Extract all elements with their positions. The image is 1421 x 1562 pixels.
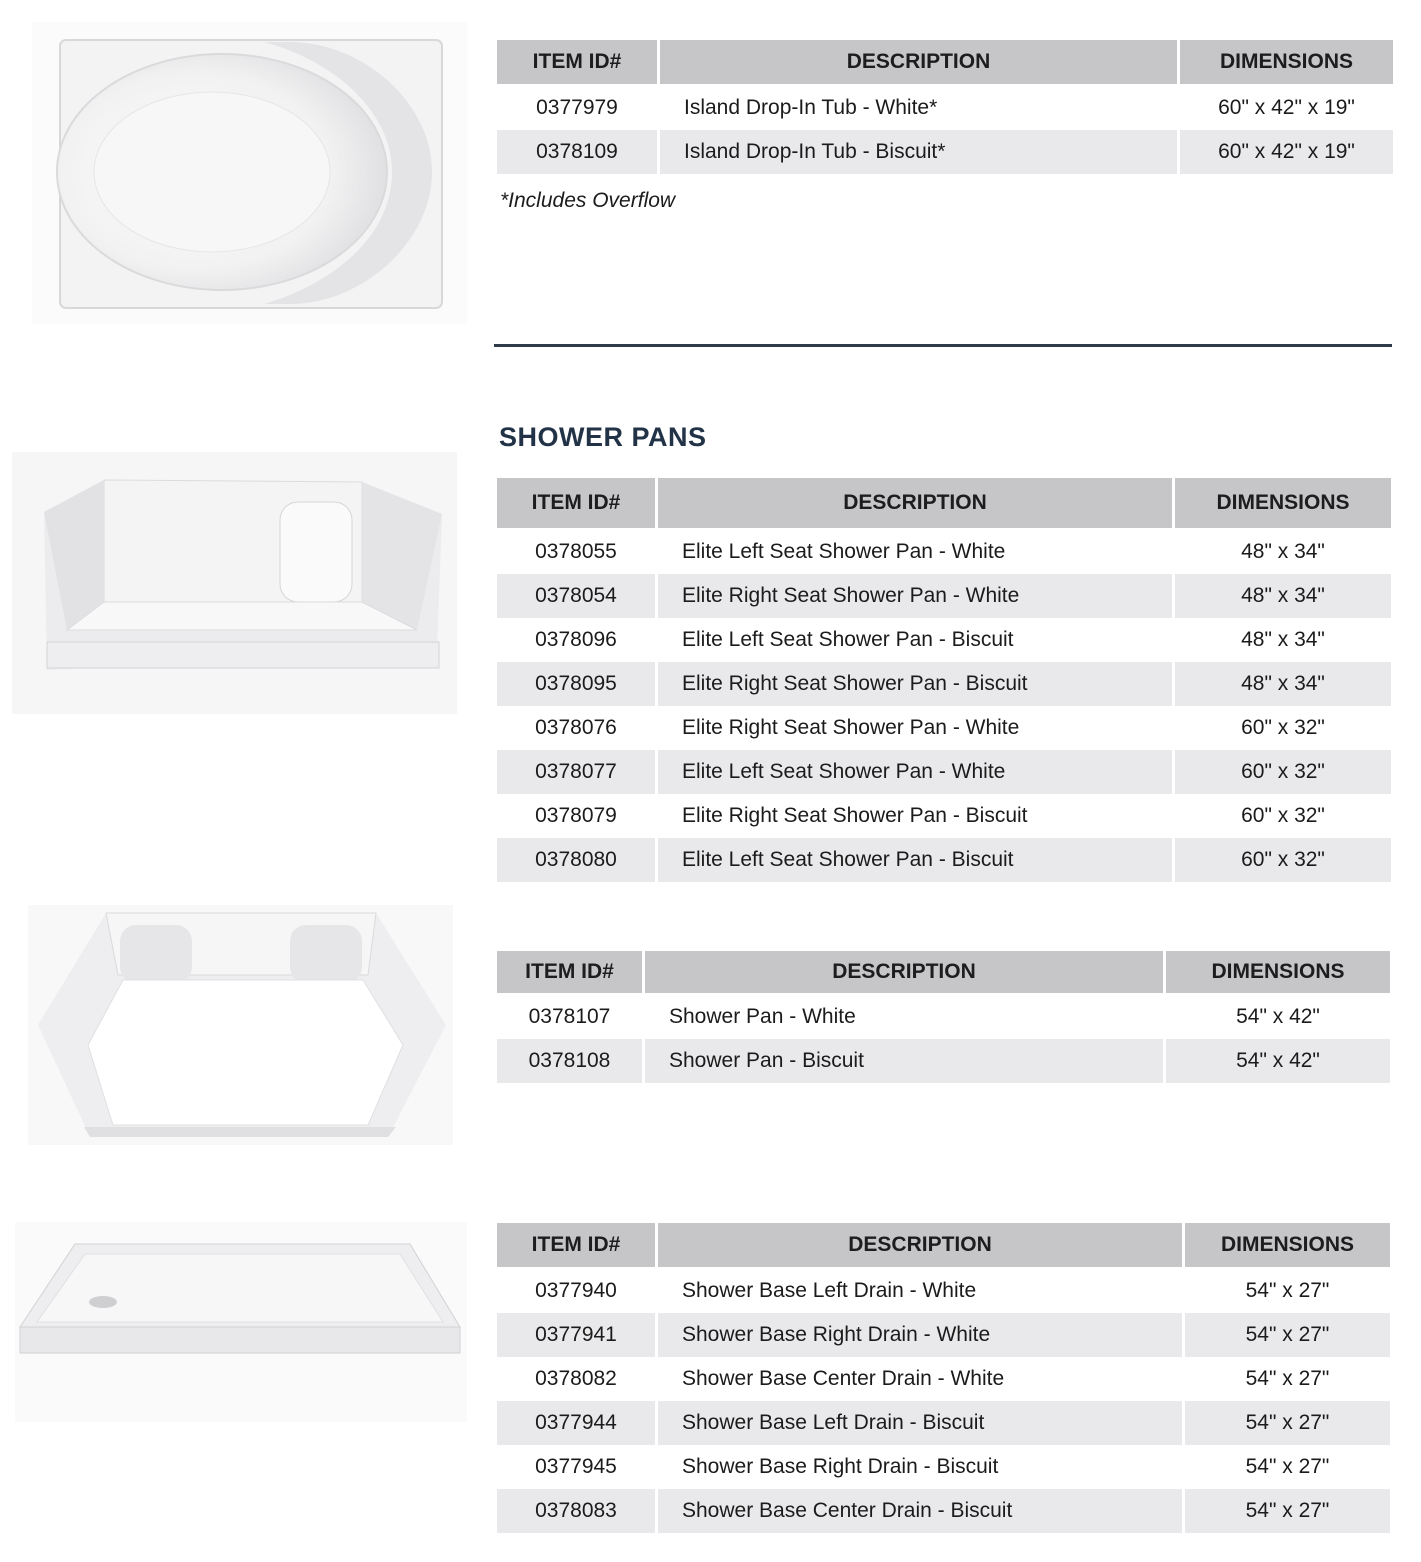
- table-row: [497, 1313, 1390, 1357]
- item-description: Elite Left Seat Shower Pan - Biscuit: [682, 628, 1014, 651]
- table-row: [497, 1269, 1390, 1313]
- item-description: Shower Base Center Drain - White: [682, 1367, 1005, 1390]
- table-row: [497, 750, 1391, 794]
- item-dimensions: 48" x 34": [1175, 662, 1391, 706]
- item-dimensions: 54" x 27": [1185, 1489, 1390, 1533]
- item-description: Elite Left Seat Shower Pan - White: [658, 750, 1172, 794]
- item-dimensions: 54" x 27": [1185, 1401, 1390, 1445]
- item-id: 0378083: [497, 1489, 655, 1533]
- col-header-description: DESCRIPTION: [658, 1223, 1182, 1269]
- seat-shower-pan-table: [494, 478, 1394, 882]
- table-row: [497, 1445, 1390, 1489]
- col-header-dimensions: DIMENSIONS: [1166, 951, 1390, 995]
- table-row: [497, 86, 1393, 130]
- item-id: 0378080: [497, 838, 655, 882]
- item-id: 0378054: [497, 574, 655, 618]
- table-row: [497, 1039, 1390, 1083]
- col-header-dimensions: DIMENSIONS: [1180, 40, 1393, 86]
- item-id: 0378109: [497, 130, 657, 174]
- item-dimensions: 60" x 32": [1241, 804, 1325, 827]
- table-row: [497, 1357, 1390, 1401]
- item-id: 0378076: [535, 716, 617, 739]
- shower-base-image: [15, 1222, 467, 1422]
- item-id: 0378107: [528, 1005, 611, 1028]
- item-dimensions: 48" x 34": [1241, 540, 1325, 563]
- col-header-description: DESCRIPTION: [660, 40, 1177, 86]
- section-divider: [494, 344, 1392, 347]
- col-header-dimensions: DIMENSIONS: [1185, 1223, 1390, 1269]
- item-description: Shower Pan - White: [669, 1005, 856, 1028]
- item-dimensions: 60" x 32": [1175, 838, 1391, 882]
- drop-in-tub-image: [32, 22, 467, 324]
- col-header-item-id: ITEM ID#: [497, 40, 657, 86]
- col-header-description: DESCRIPTION: [658, 478, 1172, 530]
- table-row: [497, 530, 1391, 574]
- item-dimensions: 54" x 27": [1245, 1455, 1330, 1478]
- item-id: 0377945: [535, 1455, 617, 1478]
- item-description: Shower Base Right Drain - White: [658, 1313, 1182, 1357]
- item-description: Shower Base Left Drain - White: [682, 1279, 977, 1302]
- overflow-note: *Includes Overflow: [500, 189, 676, 212]
- item-description: Shower Base Center Drain - Biscuit: [658, 1489, 1182, 1533]
- item-dimensions: 48" x 34": [1241, 628, 1325, 651]
- item-description: Elite Right Seat Shower Pan - Biscuit: [658, 662, 1172, 706]
- table-row: [497, 662, 1391, 706]
- table-row: [497, 838, 1391, 882]
- item-id: 0378082: [535, 1367, 617, 1390]
- item-dimensions: 54" x 42": [1166, 1039, 1390, 1083]
- seat-shower-pan-image: [12, 452, 457, 714]
- item-id: 0377940: [535, 1279, 617, 1302]
- item-id: 0377979: [536, 96, 618, 119]
- table-row: [497, 706, 1391, 750]
- item-description: Elite Right Seat Shower Pan - Biscuit: [682, 804, 1028, 827]
- item-description: Shower Base Right Drain - Biscuit: [682, 1455, 999, 1478]
- table-row: [497, 574, 1391, 618]
- item-description: Island Drop-In Tub - Biscuit*: [660, 130, 1177, 174]
- item-dimensions: 60" x 32": [1175, 750, 1391, 794]
- item-description: Elite Right Seat Shower Pan - White: [682, 716, 1020, 739]
- item-dimensions: 54" x 27": [1245, 1367, 1330, 1390]
- col-header-item-id: ITEM ID#: [497, 951, 642, 995]
- table-row: [497, 794, 1391, 838]
- col-header-item-id: ITEM ID#: [497, 1223, 655, 1269]
- item-id: 0378079: [535, 804, 617, 827]
- table-row: [497, 1489, 1390, 1533]
- col-header-description: DESCRIPTION: [645, 951, 1163, 995]
- shower-pan-image: [28, 905, 453, 1145]
- col-header-dimensions: DIMENSIONS: [1175, 478, 1391, 530]
- item-id: 0378055: [535, 540, 617, 563]
- item-dimensions: 54" x 42": [1236, 1005, 1320, 1028]
- item-description: Elite Right Seat Shower Pan - White: [658, 574, 1172, 618]
- item-id: 0378108: [497, 1039, 642, 1083]
- item-description: Island Drop-In Tub - White*: [684, 96, 938, 119]
- shower-pan-table: [494, 951, 1393, 1083]
- table-row: [497, 618, 1391, 662]
- table-row: [497, 1401, 1390, 1445]
- item-id: 0377941: [497, 1313, 655, 1357]
- tub-table: [494, 40, 1396, 174]
- item-id: 0377944: [497, 1401, 655, 1445]
- item-dimensions: 60" x 32": [1241, 716, 1325, 739]
- item-dimensions: 54" x 27": [1185, 1313, 1390, 1357]
- item-id: 0378095: [497, 662, 655, 706]
- item-description: Shower Base Left Drain - Biscuit: [658, 1401, 1182, 1445]
- item-dimensions: 60" x 42" x 19": [1218, 96, 1355, 119]
- item-description: Elite Left Seat Shower Pan - White: [682, 540, 1006, 563]
- table-row: [497, 130, 1393, 174]
- col-header-item-id: ITEM ID#: [497, 478, 655, 530]
- shower-base-table: [494, 1223, 1393, 1533]
- item-dimensions: 60" x 42" x 19": [1180, 130, 1393, 174]
- table-row: [497, 995, 1390, 1039]
- item-dimensions: 54" x 27": [1245, 1279, 1330, 1302]
- item-dimensions: 48" x 34": [1175, 574, 1391, 618]
- item-id: 0378096: [535, 628, 617, 651]
- item-id: 0378077: [497, 750, 655, 794]
- item-description: Elite Left Seat Shower Pan - Biscuit: [658, 838, 1172, 882]
- section-title: SHOWER PANS: [499, 422, 707, 452]
- item-description: Shower Pan - Biscuit: [645, 1039, 1163, 1083]
